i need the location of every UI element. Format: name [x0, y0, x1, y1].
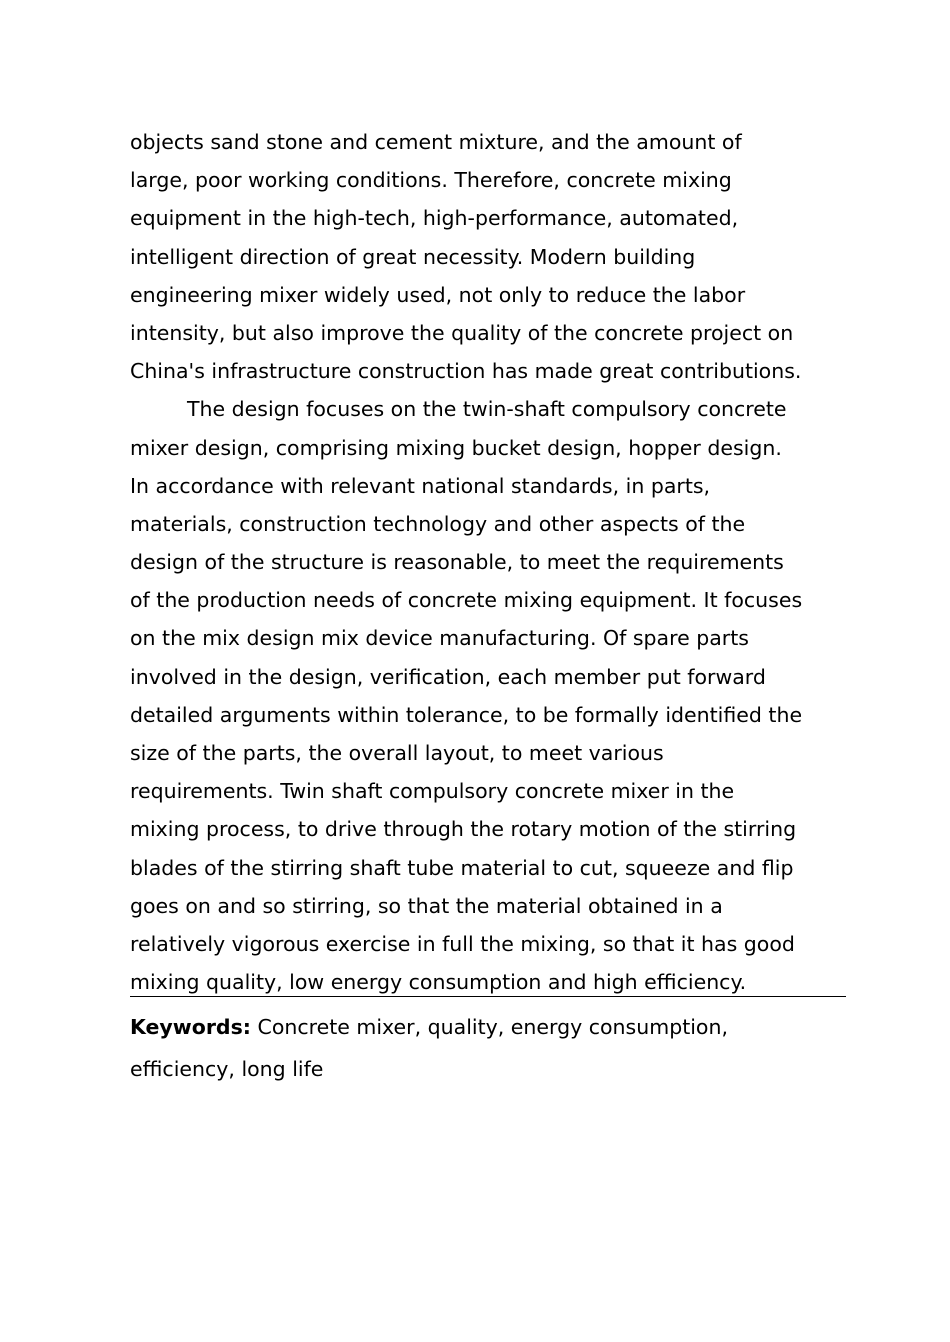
keywords-text: Concrete mixer, quality, energy consumption,: [251, 1015, 728, 1040]
text-line: China's infrastructure construction has made great contributions.: [130, 359, 802, 384]
text-line: size of the parts, the overall layout, to meet various: [130, 741, 664, 765]
text-line: of the production needs of concrete mixing equipment. It focuses: [130, 588, 803, 613]
text-line: requirements. Twin shaft compulsory concrete mixer in the: [130, 779, 735, 804]
text-line: design of the structure is reasonable, to meet the requirements: [130, 550, 784, 575]
text-line: large, poor working conditions. Therefore, concrete mixing: [130, 168, 732, 193]
text-line: on the mix design mix device manufacturing. Of spare parts: [130, 626, 749, 651]
keywords-block: [130, 1006, 846, 1090]
keywords-label: Keywords:: [130, 1015, 251, 1040]
text-line: mixer design, comprising mixing bucket design, hopper design.: [130, 435, 782, 460]
paragraph-2: [130, 390, 846, 1001]
text-line: In accordance with relevant national standards, in parts,: [130, 473, 711, 498]
text-line: blades of the stirring shaft tube material to cut, squeeze and flip: [130, 855, 794, 880]
abstract-body: [130, 123, 846, 1090]
text-line: involved in the design, verification, each member put forward: [130, 664, 766, 689]
text-line: goes on and so stirring, so that the material obtained in a: [130, 893, 723, 918]
keywords-line-1: [130, 1006, 846, 1048]
text-line: relatively vigorous exercise in full the mixing, so that it has good: [130, 931, 795, 956]
text-line: objects sand stone and cement mixture, and the amount of: [130, 130, 742, 154]
text-line: equipment in the high-tech, high-performance, automated,: [130, 206, 739, 231]
text-line: detailed arguments within tolerance, to be formally identified the: [130, 702, 803, 727]
text-line: mixing process, to drive through the rotary motion of the stirring: [130, 817, 797, 842]
text-line: intensity, but also improve the quality of the concrete project on: [130, 320, 794, 345]
keywords-line-2: efficiency, long life: [130, 1057, 324, 1082]
text-line: The design focuses on the twin-shaft compulsory concrete: [187, 397, 787, 422]
text-line: mixing quality, low energy consumption and high efficiency.: [130, 970, 747, 995]
text-line: materials, construction technology and other aspects of the: [130, 511, 746, 536]
paragraph-1: [130, 123, 846, 390]
text-line: intelligent direction of great necessity. Modern building: [130, 244, 696, 269]
text-line: engineering mixer widely used, not only to reduce the labor: [130, 282, 746, 307]
